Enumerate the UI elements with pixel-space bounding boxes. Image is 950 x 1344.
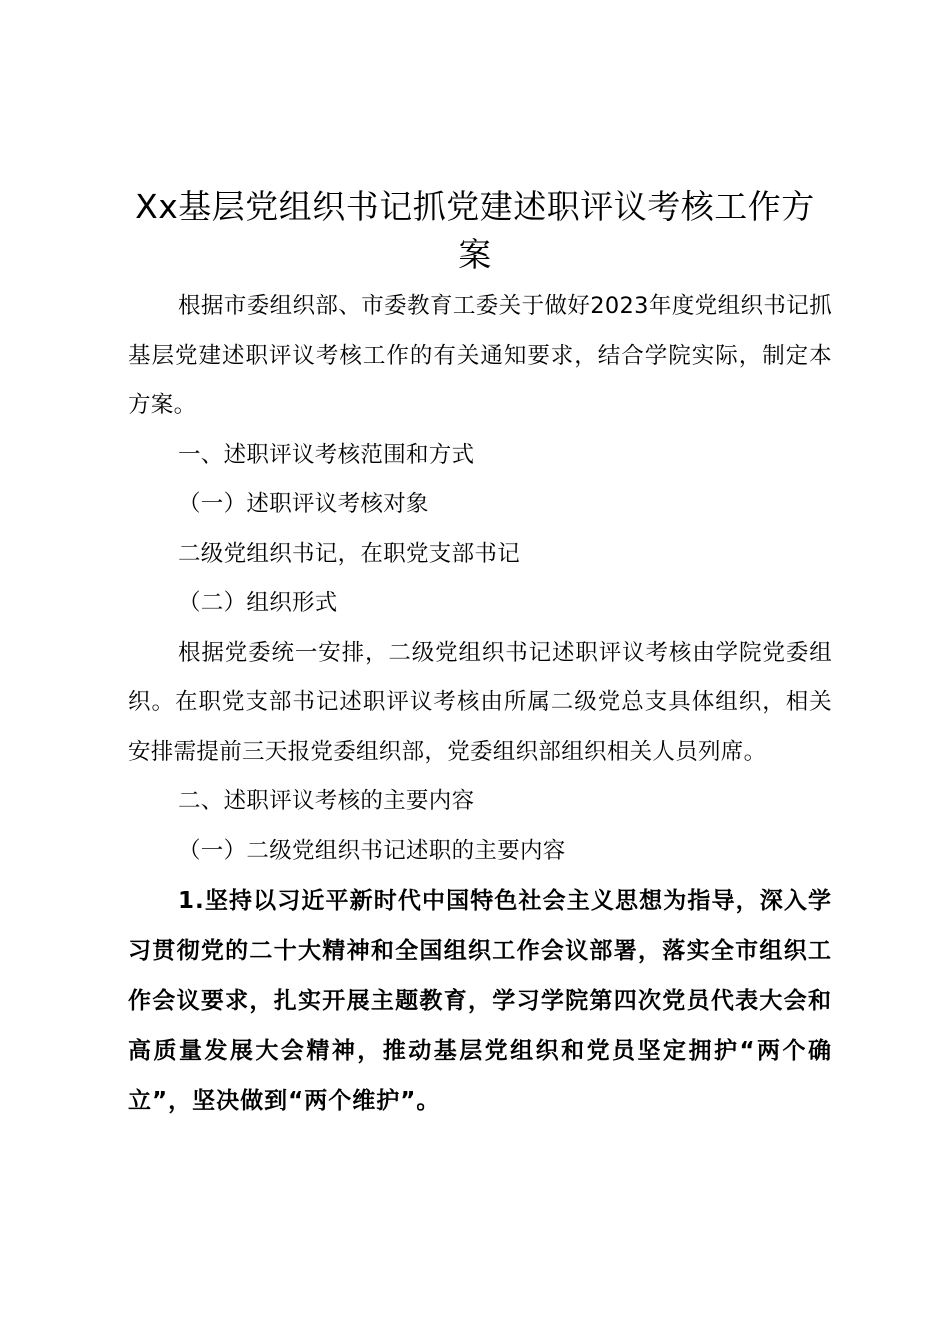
subsection-heading-1-2: （二）组织形式 xyxy=(178,590,338,616)
paragraph-targets: 二级党组织书记，在职党支部书记 xyxy=(178,540,521,567)
subsection-heading-1-1: （一）述职评议考核对象 xyxy=(178,491,429,517)
document-title: Xx基层党组织书记抓党建述职评议考核工作方案 xyxy=(135,187,815,274)
document-body xyxy=(128,282,832,1126)
subsection-heading-2-1: （一）二级党组织书记述职的主要内容 xyxy=(178,837,566,864)
section-heading-1: 一、述职评议考核范围和方式 xyxy=(178,441,475,468)
section-heading-2: 二、述职评议考核的主要内容 xyxy=(178,788,475,814)
paragraph-organization: 根据党委统一安排，二级党组织书记述职评议考核由学院党委组织。在职党支部书记述职评议考核由所属二级党总支具体组织，相关安排需提前三天报党委组织部，党委组织部组织相关人员列席。 xyxy=(128,639,832,765)
intro-paragraph: 根据市委组织部、市委教育工委关于做好2023年度党组织书记抓基层党建述职评议考核工作的有关通知要求，结合学院实际，制定本方案。 xyxy=(128,293,832,418)
paragraph-item-1: 1.坚持以习近平新时代中国特色社会主义思想为指导，深入学习贯彻党的二十大精神和全国组织工作会议部署，落实全市组织工作会议要求，扎实开展主题教育，学习学院第四次党员代表大会和高质量发展大会精神，推动基层党组织和党员坚定拥护“两个确立”，坚决做到“两个维护”。 xyxy=(128,888,832,1114)
